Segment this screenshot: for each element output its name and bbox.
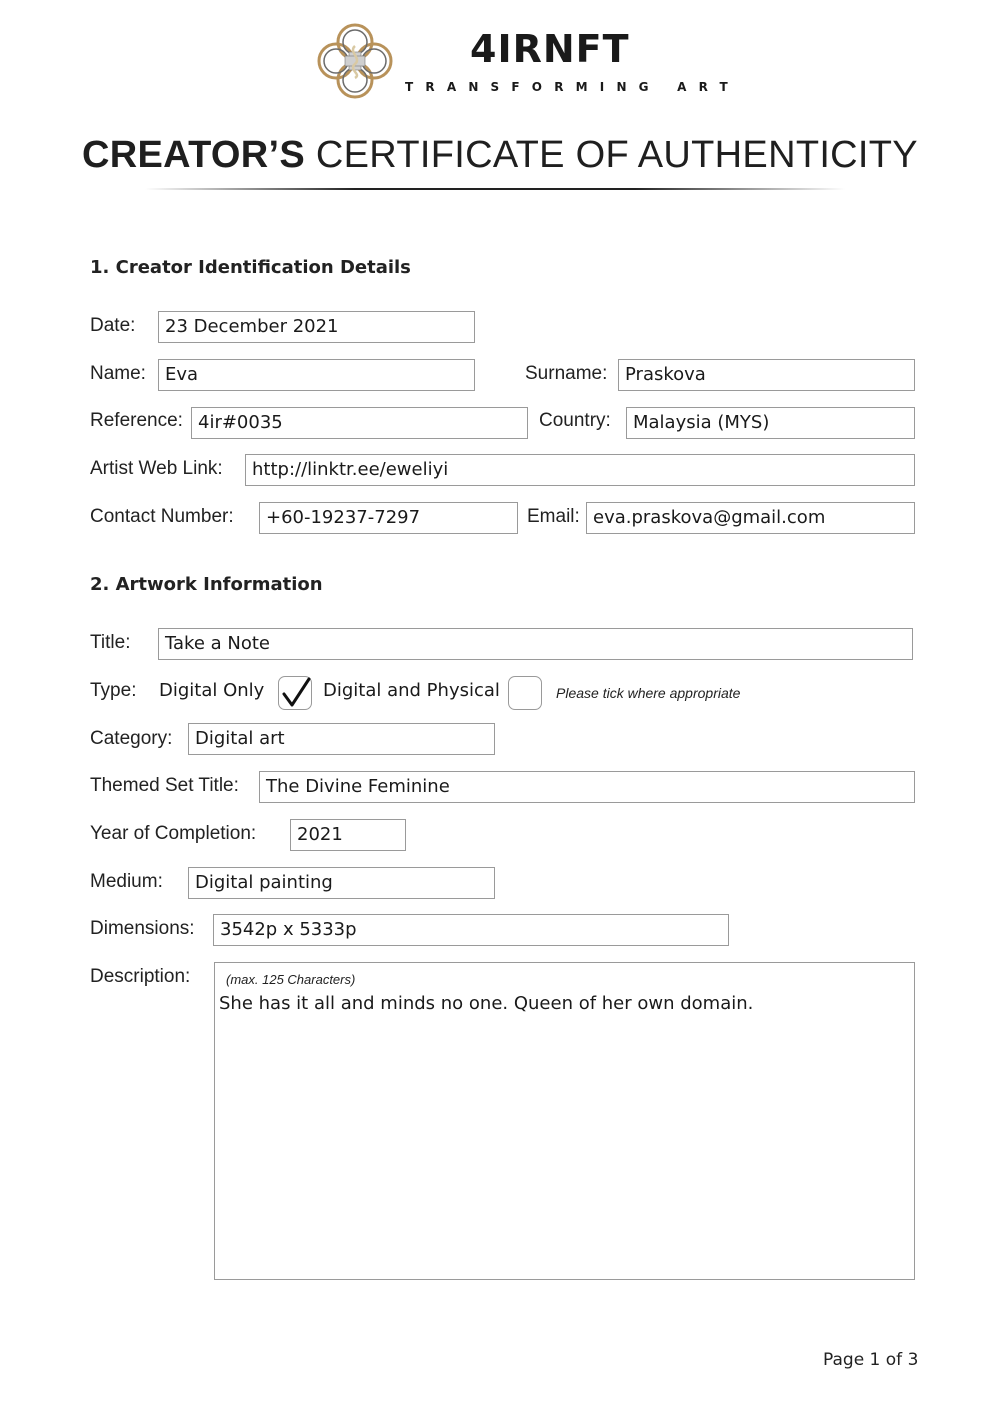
weblink-label: Artist Web Link: [90,458,223,479]
description-hint: (max. 125 Characters) [226,972,356,987]
type-physical-checkbox[interactable] [508,676,542,710]
certificate-title-rest: CERTIFICATE OF AUTHENTICITY [315,134,918,176]
title-label: Title: [90,632,131,653]
weblink-field[interactable]: http://linktr.ee/eweliyi [245,454,915,486]
type-option-physical-label: Digital and Physical [323,680,500,701]
name-label: Name: [90,363,146,384]
certificate-title-bold: CREATOR’S [82,134,306,176]
section-heading-artwork: 2. Artwork Information [90,574,323,595]
email-field[interactable]: eva.praskova@gmail.com [586,502,915,534]
country-label: Country: [539,410,611,431]
reference-field[interactable]: 4ir#0035 [191,407,528,439]
email-label: Email: [527,506,580,527]
brand-tagline: TRANSFORMING ART [405,80,740,94]
date-field[interactable]: 23 December 2021 [158,311,475,343]
category-label: Category: [90,728,173,749]
type-label: Type: [90,680,137,701]
certificate-title [0,134,1000,177]
surname-field[interactable]: Praskova [618,359,915,391]
checkmark-icon [279,677,313,711]
title-field[interactable]: Take a Note [158,628,913,660]
description-label: Description: [90,966,191,987]
themed-set-field[interactable]: The Divine Feminine [259,771,915,803]
surname-label: Surname: [525,363,608,384]
year-label: Year of Completion: [90,823,257,844]
brand-name: 4IRNFT [470,27,630,71]
country-field[interactable]: Malaysia (MYS) [626,407,915,439]
type-hint: Please tick where appropriate [556,685,741,701]
themed-set-label: Themed Set Title: [90,775,239,796]
type-option-digital-label: Digital Only [159,680,265,701]
year-field[interactable]: 2021 [290,819,406,851]
dimensions-label: Dimensions: [90,918,195,939]
contact-field[interactable]: +60-19237-7297 [259,502,518,534]
reference-label: Reference: [90,410,183,431]
description-text: She has it all and minds no one. Queen of her own domain. [219,993,754,1014]
medium-field[interactable]: Digital painting [188,867,495,899]
dimensions-field[interactable]: 3542p x 5333p [213,914,729,946]
description-field[interactable] [214,962,915,1280]
section-heading-creator: 1. Creator Identification Details [90,257,411,278]
brand-logo-icon [316,22,394,100]
name-field[interactable]: Eva [158,359,475,391]
medium-label: Medium: [90,871,163,892]
contact-label: Contact Number: [90,506,234,527]
page-indicator: Page 1 of 3 [823,1350,919,1370]
category-field[interactable]: Digital art [188,723,495,755]
title-divider [145,188,845,190]
date-label: Date: [90,315,136,336]
type-digital-checkbox[interactable] [278,676,312,710]
